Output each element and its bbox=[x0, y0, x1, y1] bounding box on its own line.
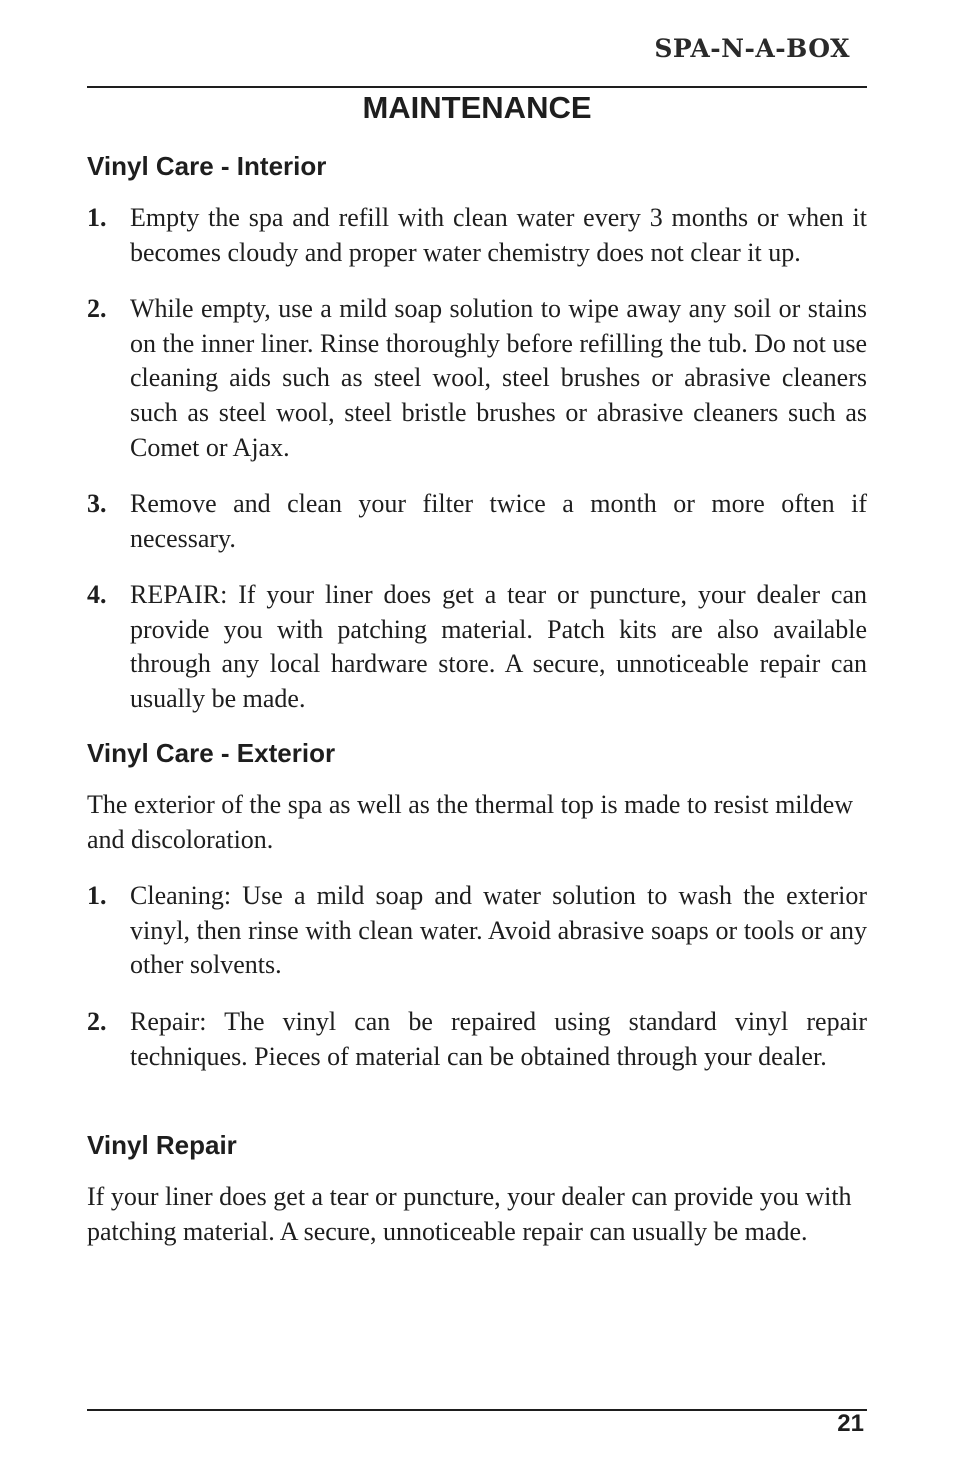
header-rule bbox=[87, 86, 867, 88]
list-item-number: 3. bbox=[87, 489, 107, 518]
section-heading-exterior: Vinyl Care - Exterior bbox=[87, 738, 336, 768]
list-item-number: 1. bbox=[87, 881, 107, 910]
list-item bbox=[87, 201, 867, 270]
brand-logo-text: SPA-N-A-BOX bbox=[654, 34, 850, 63]
list-item-number: 1. bbox=[87, 203, 107, 232]
list-item-number: 2. bbox=[87, 1007, 107, 1036]
list-item bbox=[87, 1005, 867, 1074]
section-intro: If your liner does get a tear or puncture, your dealer can provide you with patching material. A secure, unnoticeable repair can usually be made. bbox=[87, 1182, 852, 1246]
footer-rule bbox=[87, 1409, 867, 1411]
list-item bbox=[87, 879, 867, 983]
list-item-number: 4. bbox=[87, 580, 107, 609]
list-item-text: Empty the spa and refill with clean water every 3 months or when it becomes cloudy and proper water chemistry does not clear it up. bbox=[130, 203, 867, 267]
list-item-number: 2. bbox=[87, 294, 107, 323]
list-item-text: Cleaning: Use a mild soap and water solution to wash the exterior vinyl, then rinse with clean water. Avoid abrasive soaps or tools or any other solvents. bbox=[130, 881, 867, 980]
page-title: MAINTENANCE bbox=[362, 90, 592, 125]
section-heading-interior: Vinyl Care - Interior bbox=[87, 151, 327, 181]
list-item-text: While empty, use a mild soap solution to wipe away any soil or stains on the inner liner. Rinse thoroughly before refilling the tub. Do not use cleaning aids such as steel wool, steel brushes or abrasive cleaners such as steel wool, steel bristle brushes or abrasive cleaners such as Comet or Ajax. bbox=[130, 294, 867, 462]
list-item bbox=[87, 487, 867, 556]
page-number: 21 bbox=[837, 1410, 864, 1437]
list-item-text: Repair: The vinyl can be repaired using standard vinyl repair techniques. Pieces of material can be obtained through your dealer. bbox=[130, 1007, 867, 1071]
list-item-text: Remove and clean your filter twice a month or more often if necessary. bbox=[130, 489, 867, 553]
section-intro: The exterior of the spa as well as the thermal top is made to resist mildew and discoloration. bbox=[87, 790, 854, 854]
list-item-text: REPAIR: If your liner does get a tear or puncture, your dealer can provide you with patching material. Patch kits are also available through any local hardware store. A secure, unnoticeable repair can usually be made. bbox=[130, 580, 867, 714]
list-item bbox=[87, 292, 867, 466]
list-item bbox=[87, 578, 867, 717]
section-heading-repair: Vinyl Repair bbox=[87, 1130, 237, 1160]
